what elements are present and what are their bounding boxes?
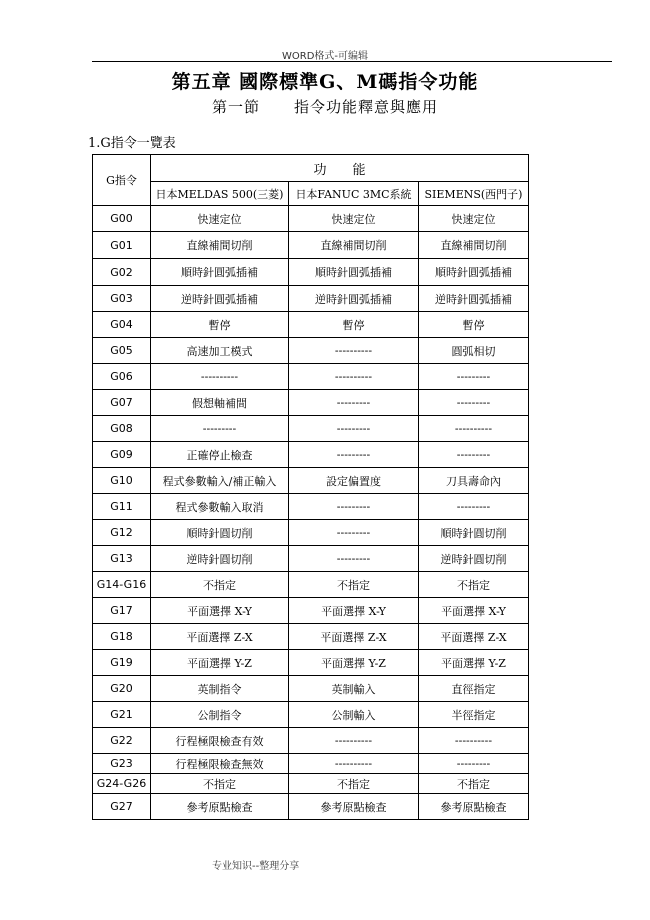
meldas-cell: 參考原點檢查 xyxy=(151,794,289,820)
fanuc-cell: 參考原點檢查 xyxy=(289,794,419,820)
table-row xyxy=(93,259,529,286)
g-code-cell: G14-G16 xyxy=(93,572,151,598)
siemens-cell: --------- xyxy=(419,442,529,468)
g-code-table xyxy=(92,154,529,820)
meldas-column-header: 日本MELDAS 500(三菱) xyxy=(151,182,289,206)
meldas-cell: 逆時針圓切削 xyxy=(151,546,289,572)
siemens-cell: 順時針圓切削 xyxy=(419,520,529,546)
g-code-cell: G12 xyxy=(93,520,151,546)
table-row xyxy=(93,206,529,232)
meldas-cell: 順時針圓切削 xyxy=(151,520,289,546)
fanuc-cell: --------- xyxy=(289,442,419,468)
fanuc-cell: ---------- xyxy=(289,338,419,364)
table-row xyxy=(93,754,529,774)
meldas-cell: 程式參數輸入取消 xyxy=(151,494,289,520)
siemens-cell: --------- xyxy=(419,754,529,774)
fanuc-cell: 逆時針圓弧插補 xyxy=(289,286,419,312)
g-code-cell: G27 xyxy=(93,794,151,820)
meldas-cell: 直線補間切削 xyxy=(151,232,289,259)
table-row xyxy=(93,676,529,702)
g-code-cell: G00 xyxy=(93,206,151,232)
fanuc-cell: --------- xyxy=(289,546,419,572)
page-footer: 专业知识--整理分享 xyxy=(212,861,300,872)
siemens-cell: --------- xyxy=(419,494,529,520)
siemens-cell: 逆時針圓弧插補 xyxy=(419,286,529,312)
g-code-cell: G01 xyxy=(93,232,151,259)
g-code-cell: G22 xyxy=(93,728,151,754)
table-row xyxy=(93,624,529,650)
meldas-cell: 暫停 xyxy=(151,312,289,338)
fanuc-cell: 公制輸入 xyxy=(289,702,419,728)
chapter-title: 第五章 國際標準G、M碼指令功能 xyxy=(171,71,479,93)
fanuc-cell: 不指定 xyxy=(289,774,419,794)
siemens-cell: 順時針圓弧插補 xyxy=(419,259,529,286)
siemens-column-header: SIEMENS(西門子) xyxy=(419,182,529,206)
siemens-cell: 快速定位 xyxy=(419,206,529,232)
g-code-cell: G20 xyxy=(93,676,151,702)
table-row xyxy=(93,416,529,442)
fanuc-cell: --------- xyxy=(289,520,419,546)
fanuc-cell: 平面選擇 X-Y xyxy=(289,598,419,624)
table-row xyxy=(93,650,529,676)
meldas-cell: 假想軸補間 xyxy=(151,390,289,416)
siemens-cell: 直線補間切削 xyxy=(419,232,529,259)
g-code-cell: G03 xyxy=(93,286,151,312)
table-row xyxy=(93,774,529,794)
meldas-cell: 逆時針圓弧插補 xyxy=(151,286,289,312)
g-code-cell: G13 xyxy=(93,546,151,572)
table-row xyxy=(93,312,529,338)
g-code-cell: G19 xyxy=(93,650,151,676)
siemens-cell: --------- xyxy=(419,390,529,416)
fanuc-cell: 順時針圓弧插補 xyxy=(289,259,419,286)
table-row xyxy=(93,494,529,520)
meldas-cell: 順時針圓弧插補 xyxy=(151,259,289,286)
table-row xyxy=(93,702,529,728)
section-title xyxy=(0,96,650,117)
fanuc-column-header: 日本FANUC 3MC系統 xyxy=(289,182,419,206)
fanuc-cell: --------- xyxy=(289,494,419,520)
fanuc-cell: 暫停 xyxy=(289,312,419,338)
siemens-cell: 直徑指定 xyxy=(419,676,529,702)
siemens-cell: ---------- xyxy=(419,728,529,754)
table-row xyxy=(93,520,529,546)
g-code-cell: G18 xyxy=(93,624,151,650)
fanuc-cell: 直線補間切削 xyxy=(289,232,419,259)
g-code-column-header: G指令 xyxy=(93,155,151,206)
table-row xyxy=(93,442,529,468)
table-row xyxy=(93,546,529,572)
fanuc-cell: 不指定 xyxy=(289,572,419,598)
g-code-cell: G07 xyxy=(93,390,151,416)
table-row xyxy=(93,598,529,624)
table-row xyxy=(93,286,529,312)
function-group-header: 功 能 xyxy=(151,155,529,182)
g-code-cell: G21 xyxy=(93,702,151,728)
siemens-cell: 平面選擇 Y-Z xyxy=(419,650,529,676)
g-code-cell: G05 xyxy=(93,338,151,364)
fanuc-cell: ---------- xyxy=(289,364,419,390)
list-heading: 1.G指令一覽表 xyxy=(88,136,176,151)
fanuc-cell: --------- xyxy=(289,416,419,442)
fanuc-cell: 英制輸入 xyxy=(289,676,419,702)
siemens-cell: 圓弧相切 xyxy=(419,338,529,364)
siemens-cell: 不指定 xyxy=(419,572,529,598)
siemens-cell: 半徑指定 xyxy=(419,702,529,728)
meldas-cell: 快速定位 xyxy=(151,206,289,232)
g-code-cell: G02 xyxy=(93,259,151,286)
siemens-cell: 逆時針圓切削 xyxy=(419,546,529,572)
g-code-cell: G04 xyxy=(93,312,151,338)
table-row xyxy=(93,794,529,820)
meldas-cell: 平面選擇 Y-Z xyxy=(151,650,289,676)
fanuc-cell: ---------- xyxy=(289,754,419,774)
meldas-cell: 高速加工模式 xyxy=(151,338,289,364)
table-row xyxy=(93,468,529,494)
siemens-cell: 刀具壽命內 xyxy=(419,468,529,494)
table-row xyxy=(93,364,529,390)
meldas-cell: 公制指令 xyxy=(151,702,289,728)
g-code-cell: G06 xyxy=(93,364,151,390)
meldas-cell: 正確停止檢查 xyxy=(151,442,289,468)
section-number: 第一節 xyxy=(211,98,260,116)
meldas-cell: 英制指令 xyxy=(151,676,289,702)
g-code-cell: G10 xyxy=(93,468,151,494)
siemens-cell: 平面選擇 Z-X xyxy=(419,624,529,650)
table-row xyxy=(93,232,529,259)
fanuc-cell: 平面選擇 Z-X xyxy=(289,624,419,650)
siemens-cell: 暫停 xyxy=(419,312,529,338)
g-code-cell: G17 xyxy=(93,598,151,624)
g-code-cell: G23 xyxy=(93,754,151,774)
header-divider xyxy=(92,61,612,62)
siemens-cell: --------- xyxy=(419,364,529,390)
meldas-cell: 行程極限檢查有效 xyxy=(151,728,289,754)
fanuc-cell: 設定偏置度 xyxy=(289,468,419,494)
g-code-table-body xyxy=(93,206,529,820)
g-code-cell: G11 xyxy=(93,494,151,520)
g-code-cell: G09 xyxy=(93,442,151,468)
meldas-cell: 不指定 xyxy=(151,572,289,598)
meldas-cell: ---------- xyxy=(151,364,289,390)
g-code-cell: G24-G26 xyxy=(93,774,151,794)
meldas-cell: 行程極限檢查無效 xyxy=(151,754,289,774)
siemens-cell: ---------- xyxy=(419,416,529,442)
table-row xyxy=(93,338,529,364)
table-row xyxy=(93,572,529,598)
page-header: WORD格式-可编辑 xyxy=(281,51,368,62)
fanuc-cell: --------- xyxy=(289,390,419,416)
fanuc-cell: ---------- xyxy=(289,728,419,754)
table-row xyxy=(93,728,529,754)
meldas-cell: 平面選擇 Z-X xyxy=(151,624,289,650)
siemens-cell: 不指定 xyxy=(419,774,529,794)
siemens-cell: 參考原點檢查 xyxy=(419,794,529,820)
g-code-cell: G08 xyxy=(93,416,151,442)
table-row xyxy=(93,390,529,416)
fanuc-cell: 平面選擇 Y-Z xyxy=(289,650,419,676)
meldas-cell: 不指定 xyxy=(151,774,289,794)
siemens-cell: 平面選擇 X-Y xyxy=(419,598,529,624)
meldas-cell: --------- xyxy=(151,416,289,442)
meldas-cell: 平面選擇 X-Y xyxy=(151,598,289,624)
meldas-cell: 程式參數輸入/補正輸入 xyxy=(151,468,289,494)
section-name: 指令功能釋意與應用 xyxy=(294,98,439,116)
fanuc-cell: 快速定位 xyxy=(289,206,419,232)
